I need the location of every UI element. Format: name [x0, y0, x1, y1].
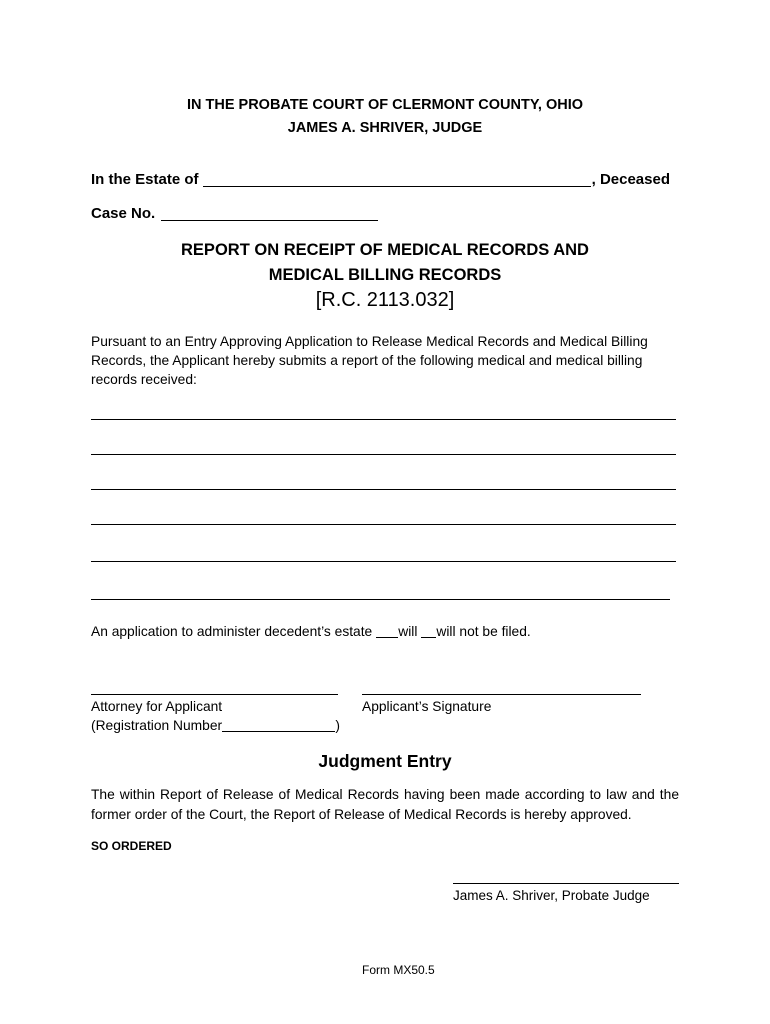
will-not-be-filed-mark[interactable]: [421, 622, 436, 638]
application-statement-row: [91, 622, 531, 641]
judge-signature-line[interactable]: [453, 883, 679, 884]
statute-reference: [R.C. 2113.032]: [315, 289, 455, 311]
registration-number-field[interactable]: [222, 716, 335, 732]
records-received-line[interactable]: [91, 437, 676, 455]
attorney-signature-line[interactable]: [91, 694, 338, 695]
will-not-label: will not be filed.: [436, 624, 531, 639]
estate-row: [91, 170, 670, 190]
intro-line: Pursuant to an Entry Approving Application to Release Medical Records and Medical Billing: [91, 334, 648, 349]
records-received-line[interactable]: [91, 402, 676, 420]
estate-name-field[interactable]: [203, 170, 591, 187]
judge-signature-label: James A. Shriver, Probate Judge: [453, 888, 650, 903]
will-label: will: [398, 624, 418, 639]
so-ordered-label: SO ORDERED: [91, 839, 172, 853]
judgment-line: The within Report of Release of Medical Records having been made according to law and the: [91, 787, 679, 802]
judgment-paragraph: [91, 785, 679, 825]
applicant-signature-line[interactable]: [362, 694, 641, 695]
form-number: Form MX50.5: [362, 963, 435, 977]
intro-line: Records, the Applicant hereby submits a report of the following medical and medical billing: [91, 353, 643, 368]
records-received-line[interactable]: [91, 507, 676, 525]
deceased-label: , Deceased: [591, 171, 670, 188]
case-row: [91, 204, 378, 224]
applicant-signature-label: Applicant’s Signature: [362, 699, 492, 714]
records-received-line[interactable]: [91, 582, 670, 600]
records-received-line[interactable]: [91, 472, 676, 490]
intro-paragraph: [91, 332, 648, 389]
application-statement: An application to administer decedent’s estate: [91, 624, 373, 639]
case-number-label: Case No.: [91, 205, 156, 222]
registration-close-paren: ): [335, 718, 340, 733]
registration-number-label: (Registration Number: [91, 718, 223, 733]
records-received-line[interactable]: [91, 544, 676, 562]
judge-name: JAMES A. SHRIVER, JUDGE: [287, 120, 483, 136]
court-name: IN THE PROBATE COURT OF CLERMONT COUNTY, OHIO: [186, 97, 584, 113]
judgment-line: former order of the Court, the Report of Release of Medical Records is hereby approved.: [91, 807, 632, 822]
judgment-entry-heading: Judgment Entry: [318, 751, 452, 771]
will-be-filed-mark[interactable]: [376, 622, 398, 638]
estate-label: In the Estate of: [91, 171, 199, 188]
registration-number-row: [91, 716, 340, 735]
intro-line: records received:: [91, 372, 197, 387]
report-title-line-2: MEDICAL BILLING RECORDS: [268, 266, 502, 284]
case-number-field[interactable]: [161, 204, 378, 221]
report-title-line-1: REPORT ON RECEIPT OF MEDICAL RECORDS AND: [181, 241, 589, 259]
attorney-label: Attorney for Applicant: [91, 699, 223, 714]
